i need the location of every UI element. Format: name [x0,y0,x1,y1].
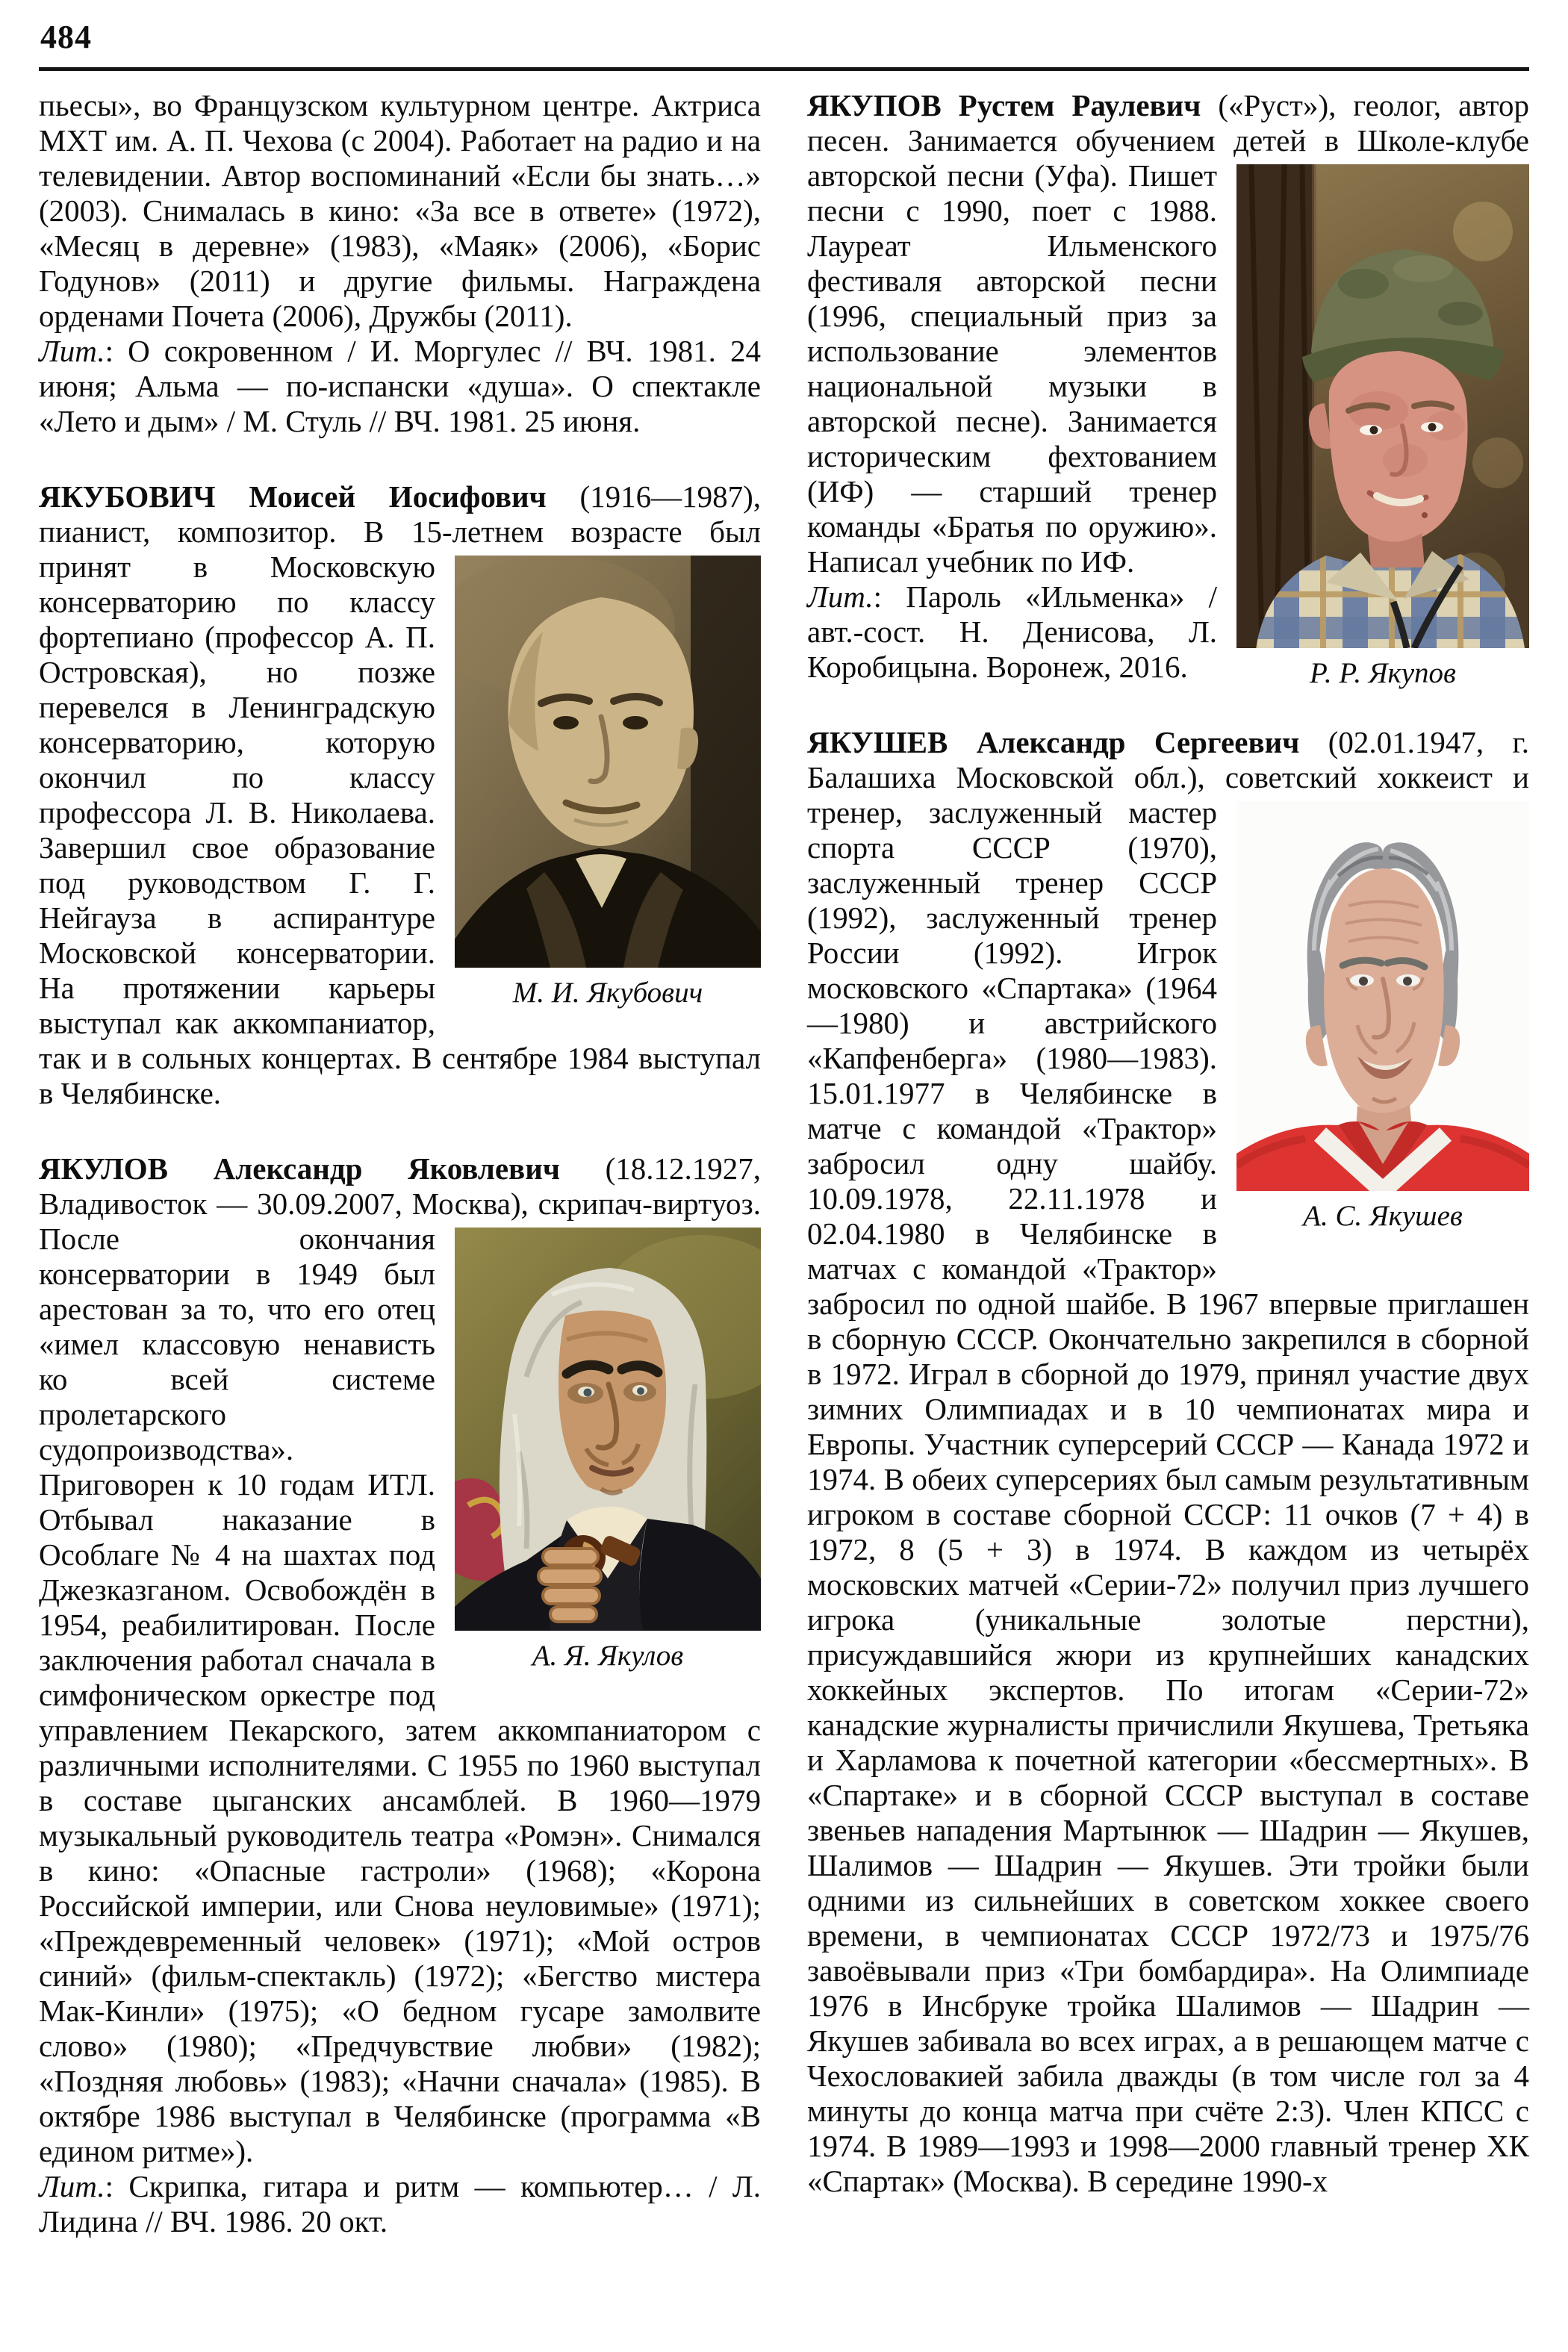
article-yakubovich [39,479,761,1111]
right-column [807,88,1529,2239]
yakubovich-photo-figure [455,556,761,1009]
yakulov-photo-caption: А. Я. Якулов [532,1640,684,1672]
lit-label: Лит. [39,2169,105,2203]
continuation-paragraph [39,88,761,334]
header-rule [39,67,1529,71]
lit-text: : Пароль «Ильменка» / авт.-сост. Н. Денисова, Л. Коробицына. Воронеж, 2016. [807,579,1217,684]
article-yakulov [39,1151,761,2169]
article-headword: ЯКУЛОВ Александр Яковлевич [39,1151,560,1186]
yakupov-photo-figure [1236,164,1529,690]
article-body: тренер, заслуженный мастер спорта СССР (1970), заслуженный тренер СССР (1992), заслуженный тренер России (1992). Игрок московского «Спартака» (1964—1980) и австрийского «Капфенберга» (1980—1983). 15.01.1977 в Челябинске в матче с командой «Трактор» забросил одну шайбу. 10.09.1978, 22.11.1978 и 02.04.1980 в Челябинске в матчах с командой «Трактор» забросил по одной шайбе. В 1967 впервые приглашен в сборную СССР. Окончательно закрепился в сборной в 1972. Играл в сборной до 1979, принял участие двух зимних Олимпиадах и в 10 чемпионатах мира и Европы. Участник суперсерий СССР — Канада 1972 и 1974. В обеих суперсериях был самым результативным игроком в составе сборной СССР: 11 очков (7 + 4) в 1972, 8 (5 + 3) в 1974. В каждом из четырёх московских матчей «Серии-72» получил приз лучшего игрока (уникальные золотые перстни), присуждавшийся жюри из крупнейших канадских хоккейных экспертов. По итогам «Серии-72» канадские журналисты причислили Якушева, Третьяка и Харламова к почетной категории «бессмертных». В «Спартаке» и в сборной СССР выступал в составе звеньев нападения Мартынюк — Шадрин — Якушев, Шалимов — Шадрин — Якушев. Эти тройки были одними из сильнейших в советском хоккее своего времени, в чемпионатах СССР 1972/73 и 1975/76 завоёвывали приз «Три бомбардира». На Олимпиаде 1976 в Инсбруке тройка Шалимов — Шадрин — Якушев забивала во всех играх, а в решающем матче с Чехословакией забила дважды (в том числе гол за 4 минуты до конца матча при счёте 2:3). Член КПСС с 1974. В 1989—1993 и 1998—2000 главный тренер ХК «Спартак» (Москва). В середине 1990-х [807,795,1529,2198]
lit-reference-yakulov [39,2169,761,2239]
article-body: окончания консерватории в 1949 был арестован за то, что его отец «имел классовую ненависть ко всей системе пролетарского судопроизводства». Приговорен к 10 годам ИТЛ. Отбывал наказание в Особлаге № 4 на шахтах под Джезказганом. Освобождён в 1954, реабилитирован. После заключения работал сначала в симфоническом оркестре под управлением Пекарского, затем аккомпаниатором с различными исполнителями. С 1955 по 1960 выступал в составе цыганских ансамблей. В 1960—1979 музыкальный руководитель театра «Ромэн». Снимался в кино: «Опасные гастроли» (1968); «Корона Российской империи, или Снова неуловимые» (1971); «Преждевременный человек» (1971); «Мой остров синий» (фильм-спектакль) (1972); «Бегство мистера Мак-Кинли» (1975); «О бедном гусаре замолвите слово» (1980); «Предчувствие любви» (1982); «Поздняя любовь» (1983); «Начни сначала» (1985). В октябре 1986 выступал в Челябинске (программа «В едином ритме»). [39,1222,761,2168]
article-body: в Московскую консерваторию по классу фортепиано (профессор А. П. Островская), но позже перевелся в Ленинградскую консерваторию, которую окончил по классу профессора Л. В. Николаева. Завершил свое образование под руководством Г. Г. Нейгауза в аспирантуре Московской консерватории. На протяжении карьеры выступал как аккомпаниатор, так и в сольных концертах. В сентябре 1984 выступал в Челябинске. [39,550,761,1110]
left-column [39,88,761,2239]
article-intro: (1916—1987), пианист, композитор. В 15-летнем возрасте был принят [39,479,761,584]
yakulov-photo [455,1228,761,1631]
lit-text: : Скрипка, гитара и ритм — компьютер… / Л. Лидина // ВЧ. 1986. 20 окт. [39,2169,761,2239]
yakushev-photo [1236,801,1529,1191]
article-headword: ЯКУПОВ Рустем Раулевич [807,88,1201,122]
article-yakushev [807,725,1529,2199]
yakulov-photo-figure [455,1228,761,1673]
lit-label: Лит. [39,334,105,368]
article-body: авторской песни (Уфа). Пишет песни с 1990, поет с 1988. Лауреат Ильменского фестиваля авторской песни (1996, специальный приз за использование элементов национальной музыки в авторской песне). Занимается историческим фехтованием (ИФ) — старший тренер команды «Братья по оружию». Написал учебник по ИФ. [807,158,1217,579]
yakushev-photo-caption: А. С. Якушев [1303,1200,1463,1232]
two-column-layout [39,88,1529,2239]
article-intro: (02.01.1947, г. Балашиха Московской обл.), советский хоккеист и [807,725,1529,794]
yakupov-photo-caption: Р. Р. Якупов [1310,657,1456,689]
yakubovich-photo [455,556,761,968]
article-headword: ЯКУШЕВ Александр Сергеевич [807,725,1300,759]
lit-reference-chekhova [39,334,761,439]
article-headword: ЯКУБОВИЧ Моисей Иосифович [39,479,547,514]
lit-text: : О сокровенном / И. Моргулес // ВЧ. 1981. 24 июня; Альма — по-испански «душа». О спектакле «Лето и дым» / М. Стуль // ВЧ. 1981. 25 июня. [39,334,761,438]
page-number: 484 [40,19,92,55]
article-intro: (18.12.1927, Владивосток — 30.09.2007, Москва), скрипач-виртуоз. После [39,1151,761,1256]
yakupov-photo [1236,164,1529,648]
article-intro: («Руст»), геолог, автор песен. Занимается обучением детей в Школе-клубе [807,88,1529,158]
yakubovich-photo-caption: М. И. Якубович [512,977,703,1009]
lit-label: Лит. [807,579,874,614]
continuation-text: пьесы», во Французском культурном центре. Актриса МХТ им. А. П. Чехова (с 2004). Работает на радио и на телевидении. Автор воспоминаний «Если бы знать…» (2003). Снималась в кино: «За все в ответе» (1972), «Месяц в деревне» (1983), «Маяк» (2006), «Борис Годунов» (2011) и другие фильмы. Награждена орденами Почета (2006), Дружбы (2011). [39,88,761,333]
yakushev-photo-figure [1236,801,1529,1233]
